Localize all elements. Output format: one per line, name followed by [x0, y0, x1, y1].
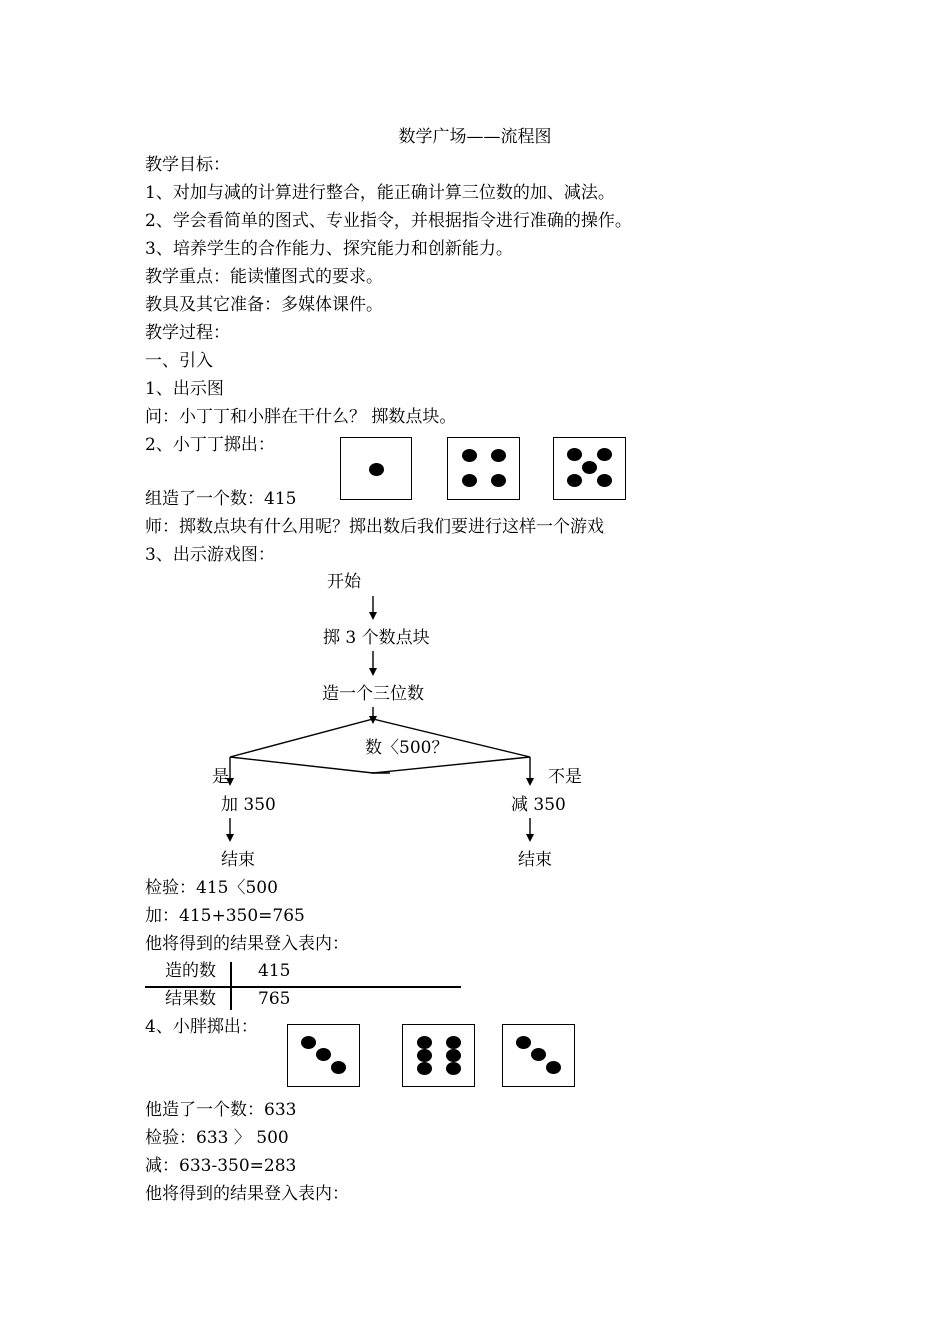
pang-throw-line: 4、小胖掷出：: [145, 1017, 258, 1037]
record-2: 他将得到的结果登入表内：: [145, 1184, 349, 1204]
flow-start: 开始: [327, 572, 361, 592]
flow-end-left: 结束: [221, 850, 255, 870]
pip: [446, 1049, 461, 1062]
pip: [546, 1061, 561, 1074]
pang-die-1: [287, 1024, 360, 1087]
table-row2-label: 结果数: [165, 989, 216, 1009]
goal-3: 3、培养学生的合作能力、探究能力和创新能力。: [145, 239, 513, 259]
flow-decision: 数〈500？: [365, 738, 449, 758]
teacher-line: 师：掷数点块有什么用呢？掷出数后我们要进行这样一个游戏: [145, 517, 604, 537]
pang-die-2: [402, 1024, 475, 1087]
intro-heading: 一、引入: [145, 351, 213, 371]
check-1: 检验：415〈500: [145, 878, 278, 898]
goal-heading: 教学目标：: [145, 155, 230, 175]
pip: [531, 1048, 546, 1061]
table-row2-value: 765: [258, 989, 291, 1009]
pip: [446, 1036, 461, 1049]
check-2: 检验：633 〉 500: [145, 1128, 289, 1148]
pang-die-3: [502, 1024, 575, 1087]
pip: [446, 1062, 461, 1075]
process-heading: 教学过程：: [145, 323, 230, 343]
ding-throw-line: 2、小丁丁掷出：: [145, 435, 275, 455]
pip: [417, 1036, 432, 1049]
pip: [331, 1061, 346, 1074]
show-game-line: 3、出示游戏图：: [145, 545, 275, 565]
add-1: 加：415+350=765: [145, 906, 305, 926]
pip: [417, 1062, 432, 1075]
flow-throw: 掷 3 个数点块: [323, 628, 430, 648]
flow-add: 加 350: [221, 795, 276, 815]
sub-2: 减：633-350=283: [145, 1156, 297, 1176]
flow-no: 不是: [548, 767, 582, 787]
pip: [301, 1036, 316, 1049]
pip: [516, 1036, 531, 1049]
table-row1-label: 造的数: [165, 961, 216, 981]
page-title: 数学广场——流程图: [398, 127, 552, 147]
flow-yes: 是: [212, 767, 229, 787]
show-picture: 1、出示图: [145, 379, 224, 399]
table-horizontal-rule: [145, 986, 461, 988]
pang-number-line: 他造了一个数：633: [145, 1100, 297, 1120]
flow-subtract: 减 350: [511, 795, 566, 815]
flow-end-right: 结束: [518, 850, 552, 870]
tools: 教具及其它准备：多媒体课件。: [145, 295, 383, 315]
record-1: 他将得到的结果登入表内：: [145, 934, 349, 954]
key-point: 教学重点：能读懂图式的要求。: [145, 267, 383, 287]
goal-2: 2、学会看简单的图式、专业指令，并根据指令进行准确的操作。: [145, 211, 632, 231]
pip: [417, 1049, 432, 1062]
flow-make: 造一个三位数: [322, 684, 424, 704]
goal-1: 1、对加与减的计算进行整合，能正确计算三位数的加、减法。: [145, 183, 615, 203]
table-row1-value: 415: [258, 961, 291, 981]
pip: [316, 1048, 331, 1061]
ding-number-line: 组造了一个数：415: [145, 489, 297, 509]
question-line: 问：小丁丁和小胖在干什么？ 掷数点块。: [145, 407, 457, 427]
